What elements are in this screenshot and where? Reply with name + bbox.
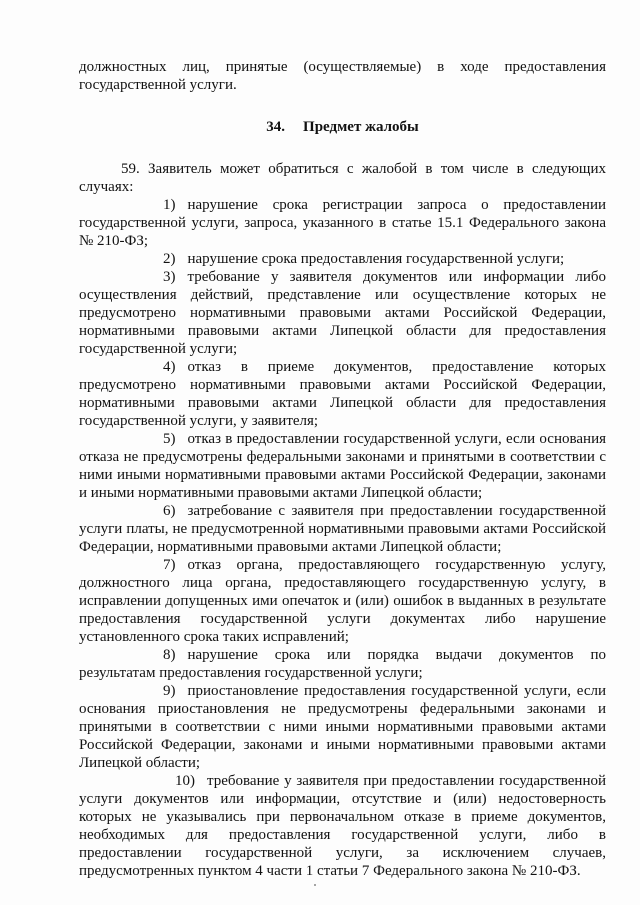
list-item xyxy=(79,268,606,358)
list-item-text: нарушение срока или порядка выдачи документов по результатам предоставления государственной услуги; xyxy=(79,647,606,681)
list-item-number: 1) xyxy=(163,197,176,213)
list-item xyxy=(79,502,606,556)
list-item-number: 3) xyxy=(163,269,176,285)
list-item-number: 10) xyxy=(175,773,195,789)
list-item xyxy=(79,772,606,880)
list-item-text: нарушение срока регистрации запроса о предоставлении государственной услуги, запроса, указанного в статье 15.1 Федерального закона № 210-ФЗ; xyxy=(79,197,606,249)
intro-number: 59. xyxy=(121,161,140,177)
intro-paragraph xyxy=(79,160,606,196)
list-item-number: 7) xyxy=(163,557,176,573)
list-item xyxy=(79,358,606,430)
list-item-number: 6) xyxy=(163,503,176,519)
list-item-text: отказ в предоставлении государственной услуги, если основания отказа не предусмотрены федеральными законами и принятыми в соответствии с ними иными нормативными правовыми актами Российской Федерации, законами и иными нормативными правовыми актами Липецкой области; xyxy=(79,431,606,501)
list-item-text: затребование с заявителя при предоставлении государственной услуги платы, не предусмотренной нормативными правовыми актами Российской Федерации, нормативными правовыми актами Липецкой области; xyxy=(79,503,606,555)
document-body xyxy=(79,58,606,880)
section-heading xyxy=(79,118,606,136)
list-item xyxy=(79,646,606,682)
section-title: Предмет жалобы xyxy=(303,119,419,135)
list-item-text: нарушение срока предоставления государственной услуги; xyxy=(187,251,565,267)
list-item-text: отказ органа, предоставляющего государственную услугу, должностного лица органа, предоставляющего государственную услугу, в исправлении допущенных ими опечаток и (или) ошибок в выданных в результате предоставления государственной услуги документах либо нарушение установленного срока таких исправлений; xyxy=(79,557,606,645)
list-item-text: отказ в приеме документов, предоставление которых предусмотрено нормативными правовыми актами Российской Федерации, нормативными правовыми актами Липецкой области для предоставления государственной услуги, у заявителя; xyxy=(79,359,606,429)
list-item-text: требование у заявителя при предоставлении государственной услуги документов или информации, отсутствие и (или) недостоверность которых не указывались при первоначальном отказе в приеме документов, необходимых для предоставления государственной услуги, либо в предоставлении государственной услуги, за исключением случаев, предусмотренных пунктом 4 части 1 статьи 7 Федерального закона № 210-ФЗ. xyxy=(79,773,606,879)
list-item xyxy=(79,430,606,502)
list-item-number: 5) xyxy=(163,431,176,447)
list-item-number: 9) xyxy=(163,683,176,699)
list-item-number: 4) xyxy=(163,359,176,375)
list-item-text: требование у заявителя документов или информации либо осуществления действий, представление или осуществление которых не предусмотрено нормативными правовыми актами Российской Федерации, нормативными правовыми актами Липецкой области для предоставления государственной услуги; xyxy=(79,269,606,357)
list-item xyxy=(79,196,606,250)
continuation-paragraph: должностных лиц, принятые (осуществляемые) в ходе предоставления государственной услуги. xyxy=(79,59,606,93)
list-item xyxy=(79,250,606,268)
list-item-number: 8) xyxy=(163,647,176,663)
list-item xyxy=(79,556,606,646)
section-number: 34. xyxy=(266,119,286,135)
list-item-text: приостановление предоставления государственной услуги, если основания приостановления не предусмотрены федеральными законами и принятыми в соответствии с ними иными нормативными правовыми актами Российской Федерации, законами и иными нормативными правовыми актами Липецкой области; xyxy=(79,683,606,771)
scan-speck xyxy=(314,884,316,886)
list-item-number: 2) xyxy=(163,251,176,267)
intro-text: Заявитель может обратиться с жалобой в том числе в следующих случаях: xyxy=(79,161,607,195)
list-item xyxy=(79,682,606,772)
